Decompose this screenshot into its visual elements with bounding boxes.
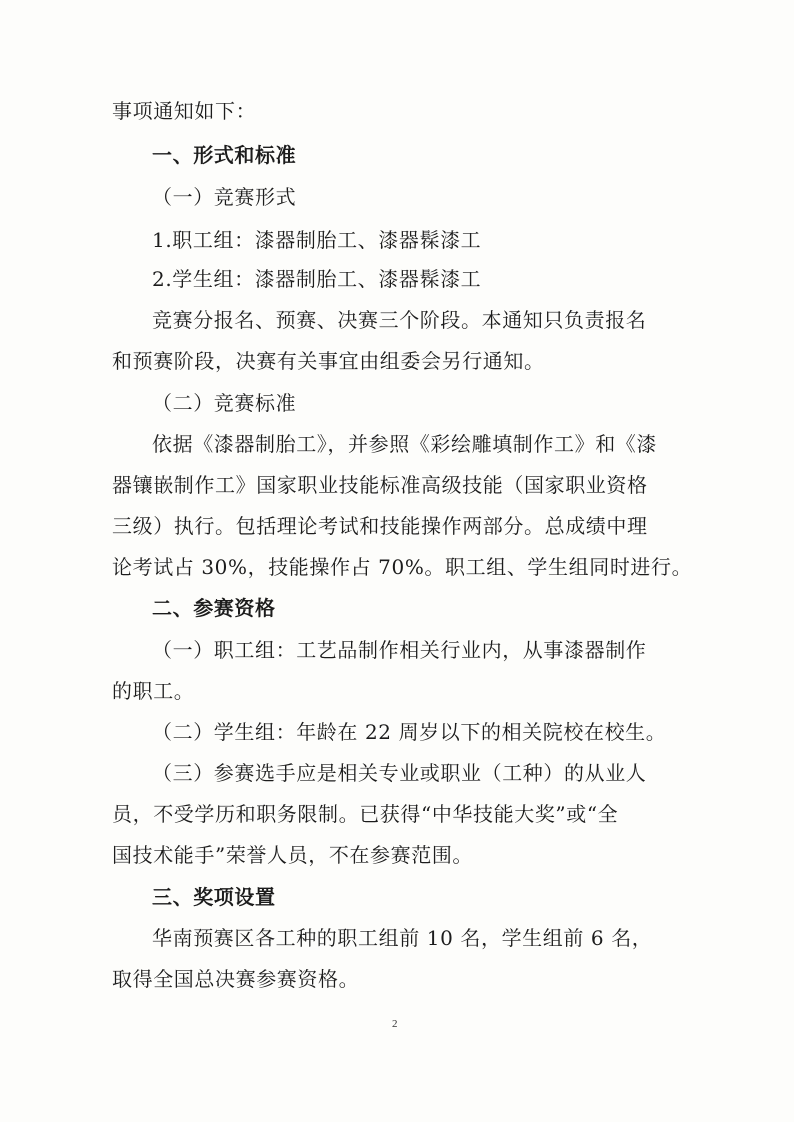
paragraph-line: （二）学生组：年龄在 22 周岁以下的相关院校在校生。 (152, 720, 667, 744)
paragraph-line: 取得全国总决赛参赛资格。 (112, 967, 360, 991)
list-item-student-group: 2.学生组：漆器制胎工、漆器髹漆工 (152, 267, 482, 291)
intro-line: 事项通知如下： (112, 99, 257, 123)
paragraph-line: 器镶嵌制作工》国家职业技能标准高级技能（国家职业资格 (112, 473, 648, 497)
section-heading-form-standard: 一、形式和标准 (152, 143, 297, 167)
paragraph-line: 竞赛分报名、预赛、决赛三个阶段。本通知只负责报名 (152, 308, 647, 332)
paragraph-line: 三级）执行。包括理论考试和技能操作两部分。总成绩中理 (112, 514, 648, 538)
section-heading-awards: 三、奖项设置 (152, 885, 276, 909)
page-number: 2 (392, 1018, 398, 1030)
paragraph-line: 的职工。 (112, 679, 195, 703)
paragraph-line: 员，不受学历和职务限制。已获得“中华技能大奖”或“全 (112, 802, 619, 826)
section-heading-eligibility: 二、参赛资格 (152, 596, 276, 620)
subheading-competition-standard: （二）竞赛标准 (152, 391, 297, 415)
paragraph-line: 论考试占 30%，技能操作占 70%。职工组、学生组同时进行。 (112, 555, 693, 579)
paragraph-line: （三）参赛选手应是相关专业或职业（工种）的从业人 (152, 761, 647, 785)
paragraph-line: 和预赛阶段，决赛有关事宜由组委会另行通知。 (112, 349, 545, 373)
subheading-competition-form: （一）竞赛形式 (152, 185, 297, 209)
paragraph-line: 依据《漆器制胎工》，并参照《彩绘雕填制作工》和《漆 (152, 432, 657, 456)
paragraph-line: 华南预赛区各工种的职工组前 10 名，学生组前 6 名， (152, 926, 653, 950)
paragraph-line: （一）职工组：工艺品制作相关行业内，从事漆器制作 (152, 638, 647, 662)
paragraph-line: 国技术能手”荣誉人员，不在参赛范围。 (112, 843, 474, 867)
list-item-staff-group: 1.职工组：漆器制胎工、漆器髹漆工 (152, 228, 482, 252)
